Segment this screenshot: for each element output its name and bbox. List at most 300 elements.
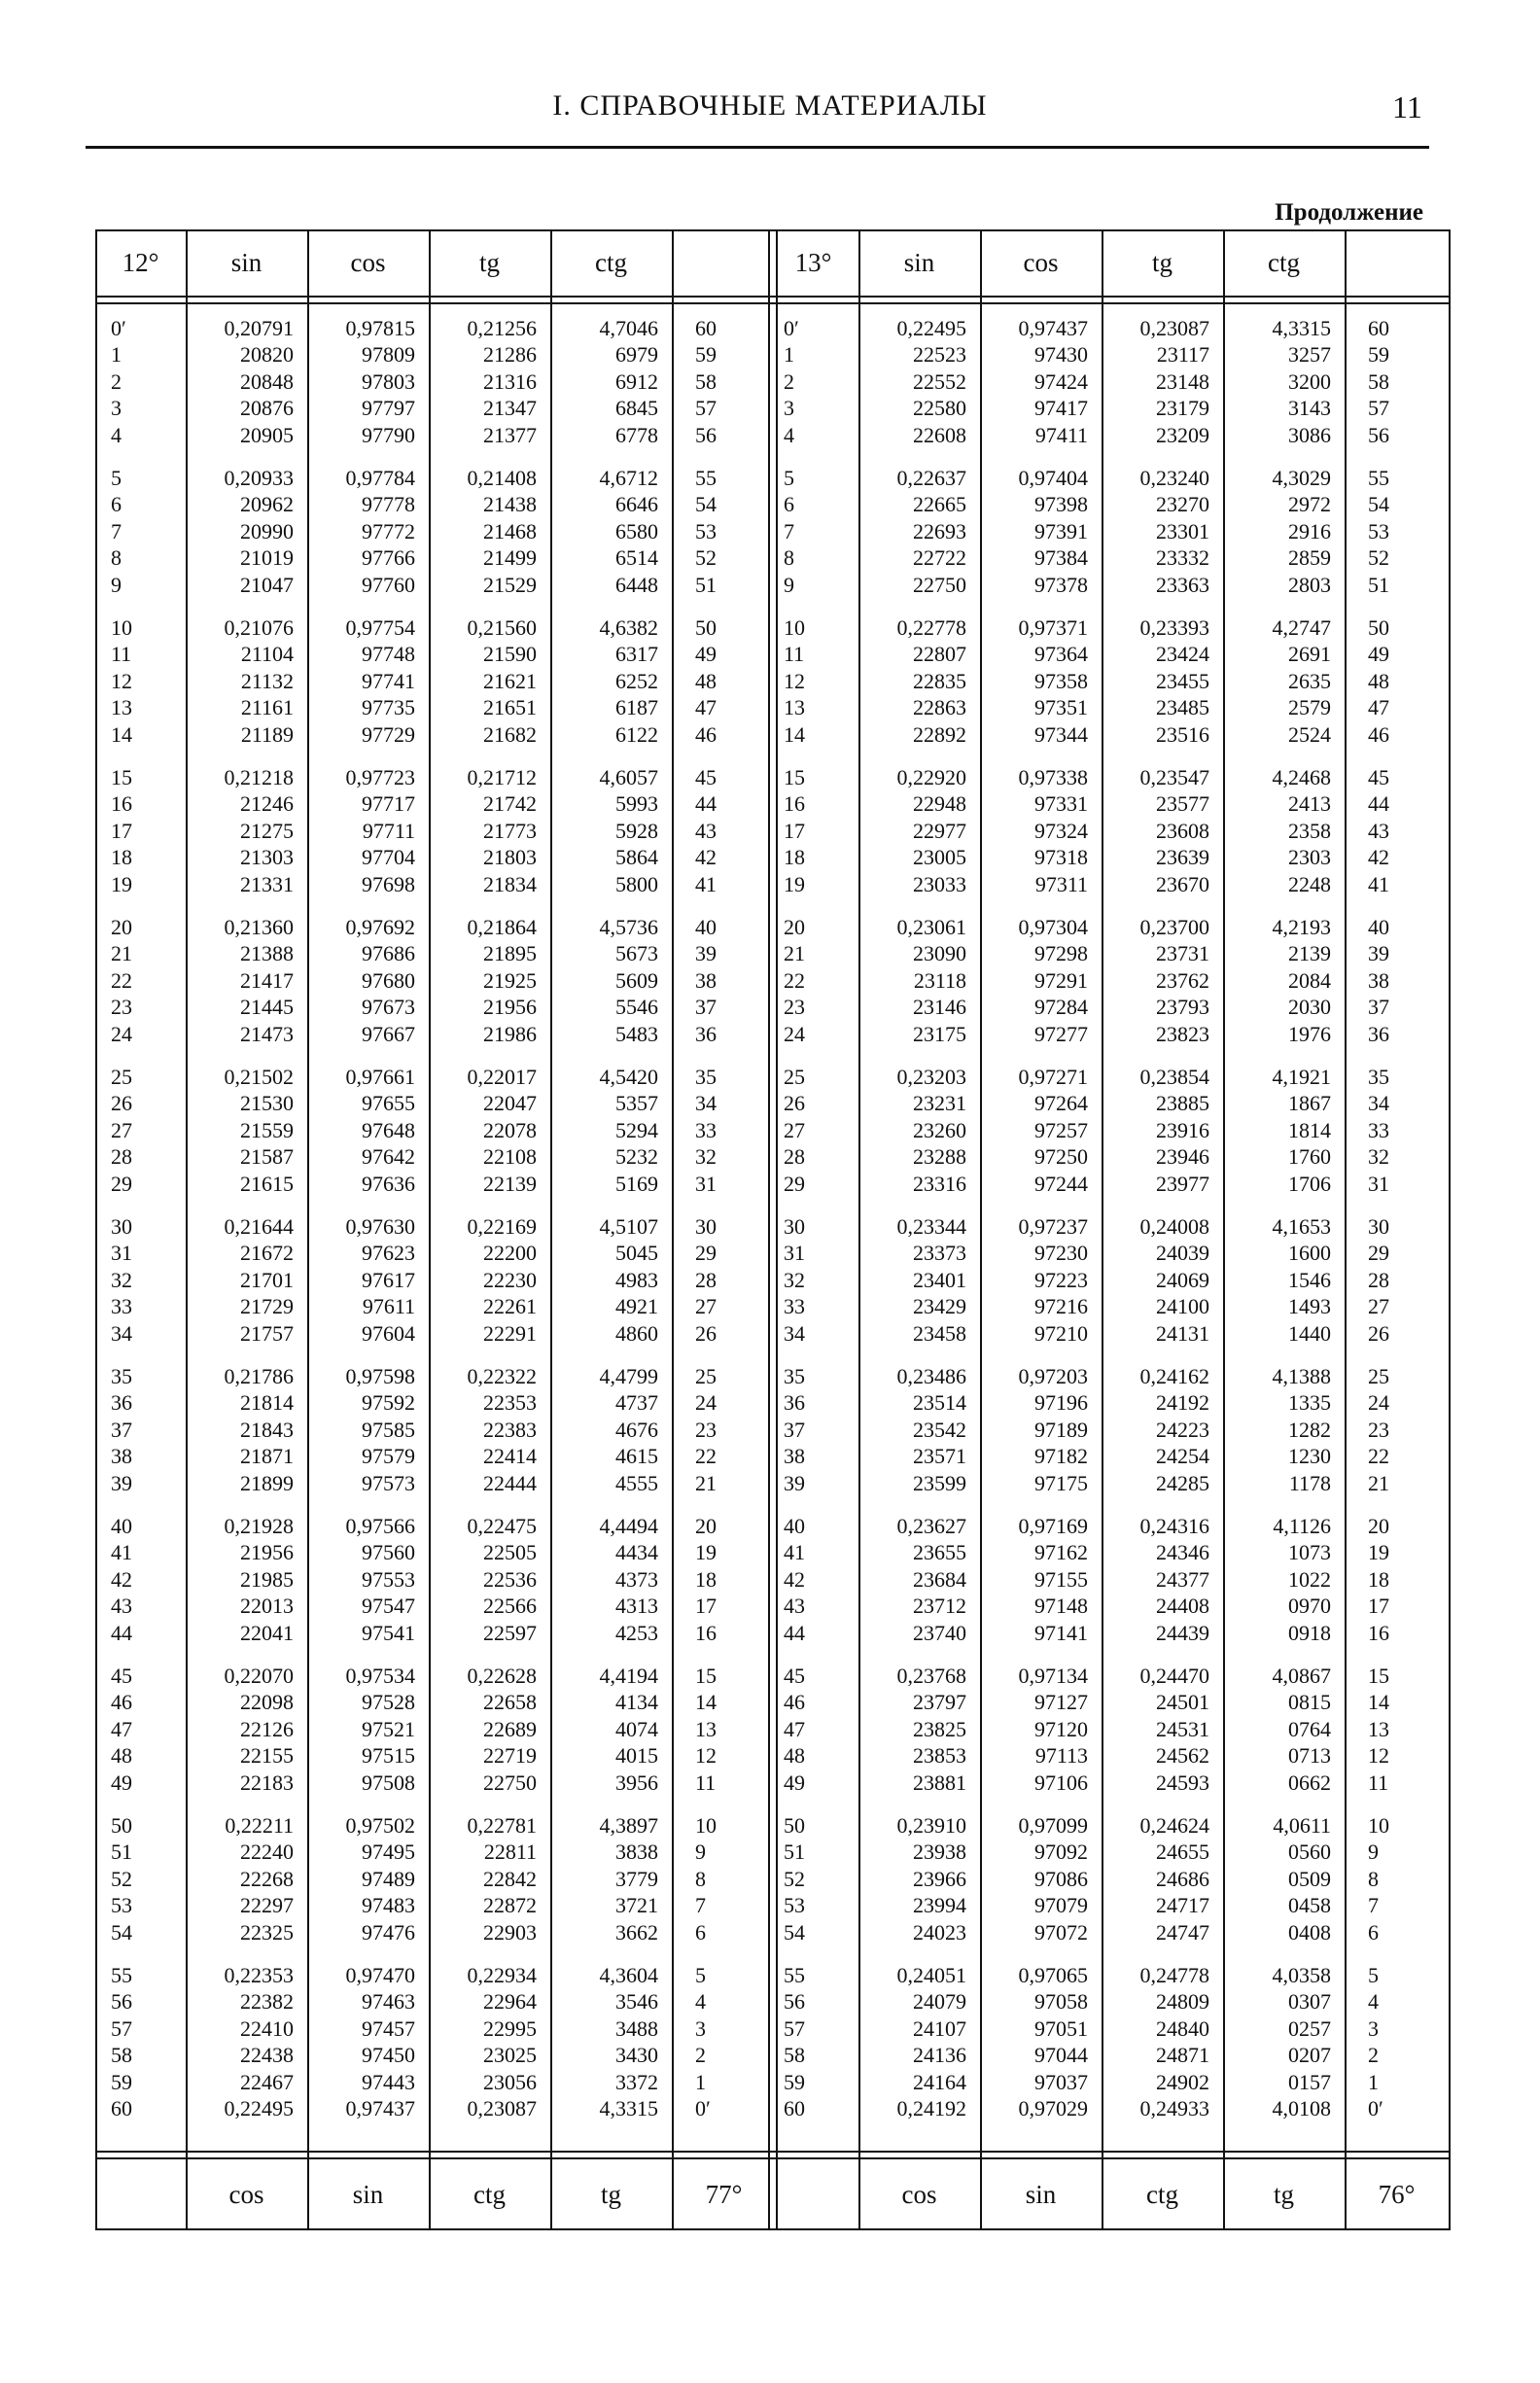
minute-label: 53 bbox=[111, 1893, 132, 1918]
ctg-value: 6514 bbox=[615, 545, 658, 571]
tg-value: 23946 bbox=[1156, 1144, 1209, 1170]
tg-value: 22811 bbox=[483, 1840, 537, 1865]
cos-value: 97291 bbox=[1034, 967, 1088, 993]
cos-value: 97311 bbox=[1034, 871, 1088, 896]
minute-label: 60 bbox=[784, 2096, 805, 2120]
sin-value: 21473 bbox=[240, 1021, 294, 1046]
cos-value: 97611 bbox=[362, 1294, 415, 1319]
minute-label: 10 bbox=[784, 615, 805, 640]
tg-value: 24408 bbox=[1156, 1594, 1209, 1619]
cos-value: 97250 bbox=[1034, 1144, 1088, 1170]
tg-value: 0,22628 bbox=[467, 1664, 537, 1688]
ctg-value: 0408 bbox=[1288, 1919, 1331, 1945]
complement-minute-label: 21 bbox=[695, 1470, 717, 1495]
cos-value: 97277 bbox=[1034, 1021, 1088, 1046]
cos-value: 97476 bbox=[362, 1919, 415, 1945]
sin-value: 23994 bbox=[913, 1893, 966, 1918]
minute-label: 59 bbox=[784, 2069, 805, 2094]
ctg-value: 3721 bbox=[615, 1893, 658, 1918]
minute-label: 12 bbox=[111, 668, 132, 693]
minute-label: 4 bbox=[111, 422, 122, 447]
cos-value: 97748 bbox=[362, 642, 415, 667]
minute-label: 39 bbox=[111, 1470, 132, 1495]
sin-value: 21530 bbox=[240, 1091, 294, 1116]
cos-value: 97384 bbox=[1034, 545, 1088, 571]
sin-value: 23740 bbox=[913, 1620, 966, 1645]
complement-minute-label: 5 bbox=[1368, 1963, 1379, 1987]
sin-value: 23146 bbox=[913, 995, 966, 1020]
tg-value: 24809 bbox=[1156, 1989, 1209, 2015]
complement-minute-label: 45 bbox=[1368, 765, 1389, 789]
cos-value: 97547 bbox=[362, 1594, 415, 1619]
sin-value: 0,23910 bbox=[896, 1813, 966, 1838]
sin-value: 22438 bbox=[240, 2043, 294, 2068]
complement-minute-label: 32 bbox=[695, 1144, 717, 1170]
complement-minute-label: 13 bbox=[695, 1716, 717, 1741]
sin-value: 23797 bbox=[913, 1690, 966, 1715]
minute-label: 8 bbox=[784, 545, 794, 571]
tg-value: 23117 bbox=[1156, 342, 1209, 368]
cos-value: 0,97099 bbox=[1018, 1813, 1088, 1838]
complement-minute-label: 44 bbox=[695, 791, 717, 817]
ctg-value: 1073 bbox=[1288, 1540, 1331, 1565]
tg-value: 21347 bbox=[483, 396, 537, 421]
minute-label: 2 bbox=[784, 368, 794, 394]
ctg-value: 4,0867 bbox=[1272, 1664, 1331, 1688]
sin-value: 0,22495 bbox=[896, 316, 966, 340]
tg-value: 21286 bbox=[483, 342, 537, 368]
ctg-value: 1760 bbox=[1288, 1144, 1331, 1170]
ctg-value: 2635 bbox=[1288, 668, 1331, 693]
cos-value: 97585 bbox=[362, 1417, 415, 1442]
cos-value: 97244 bbox=[1034, 1171, 1088, 1196]
cos-value: 97648 bbox=[362, 1117, 415, 1142]
sin-value: 23458 bbox=[913, 1320, 966, 1346]
complement-minute-label: 33 bbox=[1368, 1117, 1389, 1142]
ctg-value: 4,0611 bbox=[1273, 1813, 1331, 1838]
ctg-value: 6845 bbox=[615, 396, 658, 421]
ctg-value: 0157 bbox=[1288, 2069, 1331, 2094]
column-footer-sin: sin bbox=[352, 2179, 384, 2209]
cos-value: 0,97815 bbox=[345, 316, 415, 340]
column-footer-ctg: ctg bbox=[1146, 2179, 1178, 2209]
complement-minute-label: 36 bbox=[1368, 1021, 1389, 1046]
complement-minute-label: 47 bbox=[695, 695, 717, 720]
cos-value: 97560 bbox=[362, 1540, 415, 1565]
complement-minute-label: 48 bbox=[1368, 668, 1389, 693]
sin-value: 21189 bbox=[240, 721, 294, 747]
ctg-value: 6317 bbox=[615, 642, 658, 667]
tg-value: 24686 bbox=[1156, 1866, 1209, 1891]
ctg-value: 1022 bbox=[1288, 1566, 1331, 1592]
tg-value: 21468 bbox=[483, 518, 537, 543]
complement-minute-label: 25 bbox=[695, 1364, 717, 1388]
cos-value: 97120 bbox=[1034, 1716, 1088, 1741]
tg-value: 24346 bbox=[1156, 1540, 1209, 1565]
ctg-value: 1600 bbox=[1288, 1241, 1331, 1266]
ctg-value: 6448 bbox=[615, 572, 658, 597]
minute-label: 39 bbox=[784, 1470, 805, 1495]
ctg-value: 1706 bbox=[1288, 1171, 1331, 1196]
minute-label: 57 bbox=[784, 2015, 805, 2041]
sin-value: 22863 bbox=[913, 695, 966, 720]
ctg-value: 4,3604 bbox=[599, 1963, 658, 1987]
sin-value: 0,24192 bbox=[896, 2096, 966, 2120]
cos-value: 97729 bbox=[362, 721, 415, 747]
complement-minute-label: 46 bbox=[695, 721, 717, 747]
cos-value: 97051 bbox=[1034, 2015, 1088, 2041]
sin-value: 22977 bbox=[913, 818, 966, 843]
complement-minute-label: 2 bbox=[695, 2043, 706, 2068]
complement-minute-label: 11 bbox=[1368, 1770, 1389, 1795]
ctg-value: 6979 bbox=[615, 342, 658, 368]
ctg-value: 2803 bbox=[1288, 572, 1331, 597]
minute-label: 23 bbox=[784, 995, 805, 1020]
tg-value: 24377 bbox=[1156, 1566, 1209, 1592]
tg-value: 22842 bbox=[483, 1866, 537, 1891]
sin-value: 0,21928 bbox=[224, 1514, 294, 1538]
sin-value: 23881 bbox=[913, 1770, 966, 1795]
cos-value: 97411 bbox=[1034, 422, 1088, 447]
complement-minute-label: 49 bbox=[695, 642, 717, 667]
complement-minute-label: 56 bbox=[1368, 422, 1389, 447]
sin-value: 22410 bbox=[240, 2015, 294, 2041]
sin-value: 22693 bbox=[913, 518, 966, 543]
cos-value: 97127 bbox=[1034, 1690, 1088, 1715]
complement-minute-label: 50 bbox=[695, 615, 717, 640]
cos-value: 0,97203 bbox=[1018, 1364, 1088, 1388]
sin-value: 0,23203 bbox=[896, 1065, 966, 1089]
sin-value: 23316 bbox=[913, 1171, 966, 1196]
minute-label: 23 bbox=[111, 995, 132, 1020]
minute-label: 52 bbox=[784, 1866, 805, 1891]
tg-value: 0,23393 bbox=[1139, 615, 1209, 640]
sin-value: 21985 bbox=[240, 1566, 294, 1592]
minute-label: 29 bbox=[784, 1171, 805, 1196]
ctg-value: 2691 bbox=[1288, 642, 1331, 667]
complement-minute-label: 46 bbox=[1368, 721, 1389, 747]
cos-value: 0,97065 bbox=[1018, 1963, 1088, 1987]
complement-minute-label: 54 bbox=[695, 492, 717, 517]
minute-label: 49 bbox=[111, 1770, 132, 1795]
minute-label: 20 bbox=[111, 915, 132, 939]
tg-value: 21803 bbox=[483, 845, 537, 870]
sin-value: 21559 bbox=[240, 1117, 294, 1142]
minute-label: 38 bbox=[111, 1444, 132, 1469]
sin-value: 22467 bbox=[240, 2069, 294, 2094]
complement-minute-label: 22 bbox=[1368, 1444, 1389, 1469]
header-rule bbox=[95, 302, 776, 304]
minute-label: 44 bbox=[784, 1620, 805, 1645]
tg-value: 24717 bbox=[1156, 1893, 1209, 1918]
ctg-value: 6778 bbox=[615, 422, 658, 447]
cos-value: 97698 bbox=[362, 871, 415, 896]
minute-label: 34 bbox=[784, 1320, 805, 1346]
column-footer-sin: sin bbox=[1025, 2179, 1057, 2209]
tg-value: 22047 bbox=[483, 1091, 537, 1116]
tg-value: 0,23700 bbox=[1139, 915, 1209, 939]
tg-value: 23270 bbox=[1156, 492, 1209, 517]
sin-value: 23005 bbox=[913, 845, 966, 870]
ctg-value: 3488 bbox=[615, 2015, 658, 2041]
sin-value: 21161 bbox=[240, 695, 294, 720]
tg-value: 21438 bbox=[483, 492, 537, 517]
tg-value: 23179 bbox=[1156, 396, 1209, 421]
minute-label: 43 bbox=[784, 1594, 805, 1619]
complement-minute-label: 18 bbox=[1368, 1566, 1389, 1592]
complement-minute-label: 55 bbox=[1368, 466, 1389, 490]
minute-label: 42 bbox=[111, 1566, 132, 1592]
cos-value: 97579 bbox=[362, 1444, 415, 1469]
minute-label: 33 bbox=[111, 1294, 132, 1319]
minute-label: 18 bbox=[784, 845, 805, 870]
tg-value: 22261 bbox=[483, 1294, 537, 1319]
tg-value: 22750 bbox=[483, 1770, 537, 1795]
minute-label: 56 bbox=[111, 1989, 132, 2015]
minute-label: 48 bbox=[784, 1743, 805, 1769]
complement-minute-label: 41 bbox=[695, 871, 717, 896]
sin-value: 21899 bbox=[240, 1470, 294, 1495]
complement-minute-label: 35 bbox=[1368, 1065, 1389, 1089]
ctg-value: 4253 bbox=[615, 1620, 658, 1645]
minute-label: 17 bbox=[111, 818, 132, 843]
sin-value: 23288 bbox=[913, 1144, 966, 1170]
column-header-cos: cos bbox=[350, 247, 386, 277]
sin-value: 21417 bbox=[240, 967, 294, 993]
sin-value: 21445 bbox=[240, 995, 294, 1020]
ctg-value: 1440 bbox=[1288, 1320, 1331, 1346]
ctg-value: 5673 bbox=[615, 941, 658, 966]
sin-value: 22098 bbox=[240, 1690, 294, 1715]
tg-value: 22597 bbox=[483, 1620, 537, 1645]
tg-value: 21773 bbox=[483, 818, 537, 843]
trig-table-13-degrees bbox=[768, 229, 1449, 2228]
complement-minute-label: 41 bbox=[1368, 871, 1389, 896]
cos-value: 97155 bbox=[1034, 1566, 1088, 1592]
ctg-value: 4,6712 bbox=[599, 466, 658, 490]
ctg-value: 5546 bbox=[615, 995, 658, 1020]
tg-value: 22230 bbox=[483, 1267, 537, 1292]
complement-minute-label: 49 bbox=[1368, 642, 1389, 667]
sin-value: 23118 bbox=[913, 967, 966, 993]
complement-minute-label: 14 bbox=[695, 1690, 717, 1715]
ctg-value: 2358 bbox=[1288, 818, 1331, 843]
minute-label: 36 bbox=[784, 1390, 805, 1416]
minute-label: 26 bbox=[784, 1091, 805, 1116]
column-rule bbox=[1345, 229, 1347, 2228]
continuation-label: Продолжение bbox=[1275, 199, 1423, 226]
cos-value: 97667 bbox=[362, 1021, 415, 1046]
ctg-value: 4,6057 bbox=[599, 765, 658, 789]
tg-value: 0,23547 bbox=[1139, 765, 1209, 789]
minute-label: 31 bbox=[111, 1241, 132, 1266]
cos-value: 0,97371 bbox=[1018, 615, 1088, 640]
tg-value: 22200 bbox=[483, 1241, 537, 1266]
ctg-value: 0764 bbox=[1288, 1716, 1331, 1741]
minute-label: 6 bbox=[111, 492, 122, 517]
cos-value: 0,97598 bbox=[345, 1364, 415, 1388]
complement-minute-label: 7 bbox=[695, 1893, 706, 1918]
sin-value: 0,22637 bbox=[896, 466, 966, 490]
minute-label: 27 bbox=[784, 1117, 805, 1142]
cos-value: 97351 bbox=[1034, 695, 1088, 720]
complement-minute-label: 10 bbox=[695, 1813, 717, 1838]
sin-value: 0,22495 bbox=[224, 2096, 294, 2120]
column-footer-tg: tg bbox=[600, 2179, 621, 2209]
sin-value: 21132 bbox=[240, 668, 294, 693]
minute-label: 14 bbox=[111, 721, 132, 747]
sin-value: 23655 bbox=[913, 1540, 966, 1565]
tg-value: 0,21712 bbox=[467, 765, 537, 789]
ctg-value: 4,0108 bbox=[1272, 2096, 1331, 2120]
sin-value: 22807 bbox=[913, 642, 966, 667]
ctg-value: 1867 bbox=[1288, 1091, 1331, 1116]
minute-label: 7 bbox=[784, 518, 794, 543]
sin-value: 21019 bbox=[240, 545, 294, 571]
ctg-value: 4860 bbox=[615, 1320, 658, 1346]
cos-value: 0,97630 bbox=[345, 1214, 415, 1239]
ctg-value: 4,4799 bbox=[599, 1364, 658, 1388]
minute-label: 1 bbox=[111, 342, 122, 368]
ctg-value: 0713 bbox=[1288, 1743, 1331, 1769]
complement-minute-label: 33 bbox=[695, 1117, 717, 1142]
complement-minute-label: 38 bbox=[1368, 967, 1389, 993]
tg-value: 0,23087 bbox=[467, 2096, 537, 2120]
sin-value: 0,23768 bbox=[896, 1664, 966, 1688]
complement-minute-label: 29 bbox=[1368, 1241, 1389, 1266]
minute-label: 0′ bbox=[784, 316, 799, 340]
ctg-value: 3956 bbox=[615, 1770, 658, 1795]
cos-value: 0,97470 bbox=[345, 1963, 415, 1987]
tg-value: 23424 bbox=[1156, 642, 1209, 667]
tg-value: 22291 bbox=[483, 1320, 537, 1346]
tg-value: 22353 bbox=[483, 1390, 537, 1416]
tg-value: 23301 bbox=[1156, 518, 1209, 543]
cos-value: 0,97502 bbox=[345, 1813, 415, 1838]
complement-minute-label: 6 bbox=[1368, 1919, 1379, 1945]
complement-minute-label: 42 bbox=[1368, 845, 1389, 870]
tg-value: 23885 bbox=[1156, 1091, 1209, 1116]
sin-value: 22722 bbox=[913, 545, 966, 571]
complement-degree-footer: 77° bbox=[705, 2179, 743, 2209]
cos-value: 0,97534 bbox=[345, 1664, 415, 1688]
minute-label: 58 bbox=[784, 2043, 805, 2068]
sin-value: 21615 bbox=[240, 1171, 294, 1196]
column-footer-cos: cos bbox=[901, 2179, 937, 2209]
complement-minute-label: 1 bbox=[695, 2069, 706, 2094]
cos-value: 97424 bbox=[1034, 368, 1088, 394]
trig-table-12-degrees bbox=[95, 229, 776, 2228]
tg-value: 22108 bbox=[483, 1144, 537, 1170]
tg-value: 24192 bbox=[1156, 1390, 1209, 1416]
tg-value: 23731 bbox=[1156, 941, 1209, 966]
minute-label: 30 bbox=[111, 1214, 132, 1239]
complement-minute-label: 44 bbox=[1368, 791, 1389, 817]
complement-minute-label: 11 bbox=[695, 1770, 717, 1795]
sin-value: 22665 bbox=[913, 492, 966, 517]
cos-value: 97318 bbox=[1034, 845, 1088, 870]
ctg-value: 3372 bbox=[615, 2069, 658, 2094]
ctg-value: 5609 bbox=[615, 967, 658, 993]
complement-minute-label: 59 bbox=[1368, 342, 1389, 368]
minute-label: 32 bbox=[111, 1267, 132, 1292]
minute-label: 12 bbox=[784, 668, 805, 693]
sin-value: 23542 bbox=[913, 1417, 966, 1442]
sin-value: 22382 bbox=[240, 1989, 294, 2015]
tg-value: 23916 bbox=[1156, 1117, 1209, 1142]
tg-value: 22505 bbox=[483, 1540, 537, 1565]
minute-label: 3 bbox=[784, 396, 794, 421]
complement-minute-label: 51 bbox=[1368, 572, 1389, 597]
complement-minute-label: 23 bbox=[695, 1417, 717, 1442]
tg-value: 0,22934 bbox=[467, 1963, 537, 1987]
cos-value: 97324 bbox=[1034, 818, 1088, 843]
tg-value: 21956 bbox=[483, 995, 537, 1020]
cos-value: 0,97754 bbox=[345, 615, 415, 640]
cos-value: 0,97437 bbox=[1018, 316, 1088, 340]
complement-minute-label: 57 bbox=[1368, 396, 1389, 421]
minute-label: 5 bbox=[784, 466, 794, 490]
complement-minute-label: 15 bbox=[695, 1664, 717, 1688]
tg-value: 24254 bbox=[1156, 1444, 1209, 1469]
minute-label: 24 bbox=[111, 1021, 132, 1046]
cos-value: 97284 bbox=[1034, 995, 1088, 1020]
page-number: 11 bbox=[1392, 89, 1422, 124]
tg-value: 24223 bbox=[1156, 1417, 1209, 1442]
tg-value: 0,22475 bbox=[467, 1514, 537, 1538]
minute-label: 54 bbox=[784, 1919, 805, 1945]
tg-value: 23332 bbox=[1156, 545, 1209, 571]
sin-value: 22325 bbox=[240, 1919, 294, 1945]
minute-label: 33 bbox=[784, 1294, 805, 1319]
complement-minute-label: 28 bbox=[695, 1267, 717, 1292]
complement-minute-label: 15 bbox=[1368, 1664, 1389, 1688]
sin-value: 23938 bbox=[913, 1840, 966, 1865]
minute-label: 55 bbox=[111, 1963, 132, 1987]
ctg-value: 1546 bbox=[1288, 1267, 1331, 1292]
sin-value: 21814 bbox=[240, 1390, 294, 1416]
tg-value: 0,24470 bbox=[1139, 1664, 1209, 1688]
complement-minute-label: 0′ bbox=[1368, 2096, 1383, 2120]
cos-value: 97182 bbox=[1034, 1444, 1088, 1469]
complement-minute-label: 47 bbox=[1368, 695, 1389, 720]
complement-minute-label: 56 bbox=[695, 422, 717, 447]
minute-label: 55 bbox=[784, 1963, 805, 1987]
ctg-value: 1230 bbox=[1288, 1444, 1331, 1469]
sin-value: 0,24051 bbox=[896, 1963, 966, 1987]
cos-value: 97358 bbox=[1034, 668, 1088, 693]
ctg-value: 4555 bbox=[615, 1470, 658, 1495]
minute-label: 26 bbox=[111, 1091, 132, 1116]
cos-value: 97803 bbox=[362, 368, 415, 394]
cos-value: 97216 bbox=[1034, 1294, 1088, 1319]
minute-label: 16 bbox=[111, 791, 132, 817]
cos-value: 97037 bbox=[1034, 2069, 1088, 2094]
tg-value: 21529 bbox=[483, 572, 537, 597]
sin-value: 0,21786 bbox=[224, 1364, 294, 1388]
ctg-value: 2524 bbox=[1288, 721, 1331, 747]
minute-label: 19 bbox=[111, 871, 132, 896]
complement-minute-label: 20 bbox=[1368, 1514, 1389, 1538]
sin-value: 22183 bbox=[240, 1770, 294, 1795]
complement-minute-label: 45 bbox=[695, 765, 717, 789]
complement-minute-label: 39 bbox=[695, 941, 717, 966]
sin-value: 22552 bbox=[913, 368, 966, 394]
minute-label: 37 bbox=[111, 1417, 132, 1442]
sin-value: 20905 bbox=[240, 422, 294, 447]
footer-rule bbox=[95, 2157, 776, 2159]
sin-value: 21843 bbox=[240, 1417, 294, 1442]
